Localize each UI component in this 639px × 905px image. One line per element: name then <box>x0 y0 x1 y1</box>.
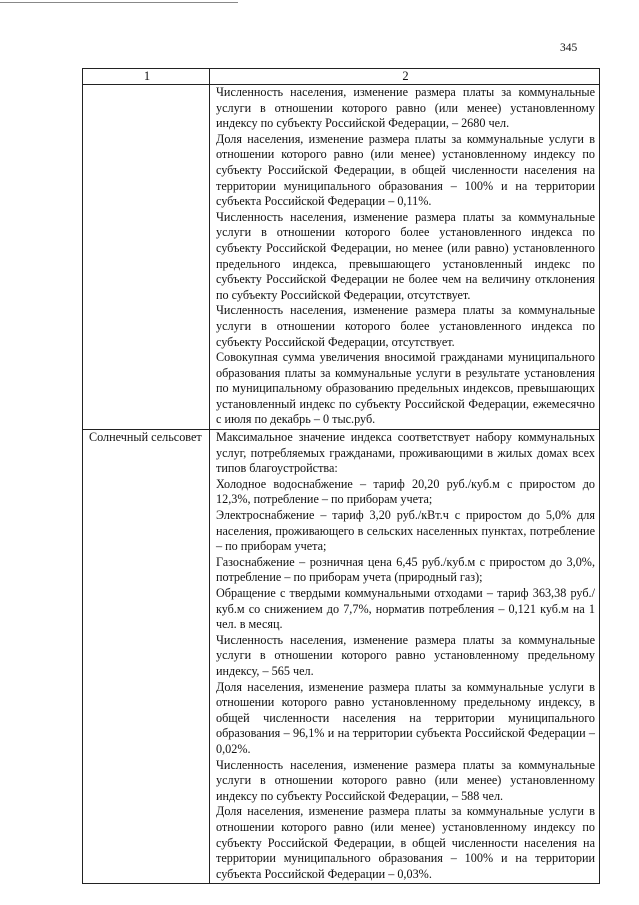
column-header-2: 2 <box>210 69 600 85</box>
paragraph: Численность населения, изменение размера платы за коммунальные услуги в отношении которого более установленного индекса по субъекту Российской Федерации, но менее (или равно) установленного предельного индекса, превышающего установленный индекс по субъекту Российской Федерации не более чем на величину отклонения по субъекту Российской Федерации, отсутствует. <box>216 209 595 302</box>
row-content <box>210 85 600 430</box>
paragraph: Численность населения, изменение размера платы за коммунальные услуги в отношении которого равно (или менее) установленному индексу по субъекту Российской Федерации, – 588 чел. <box>216 757 595 803</box>
paragraph: Доля населения, изменение размера платы за коммунальные услуги в отношении которого равно (или менее) установленному индексу по субъекту Российской Федерации, в общей численности населения на территории муниципального образования – 100% и на территории субъекта Российской Федерации – 0,03%. <box>216 804 595 881</box>
paragraph: Максимальное значение индекса соответствует набору коммунальных услуг, потребляемых гражданами, проживающими в жилых домах всех типов благоустройства: <box>216 430 595 476</box>
table-row <box>83 430 600 884</box>
paragraph: Численность населения, изменение размера платы за коммунальные услуги в отношении которого равно установленному предельному индексу, – 565 чел. <box>216 632 595 678</box>
paragraph: Численность населения, изменение размера платы за коммунальные услуги в отношении которого равно (или менее) установленному индексу по субъекту Российской Федерации, – 2680 чел. <box>216 85 595 131</box>
paragraph: Доля населения, изменение размера платы за коммунальные услуги в отношении которого равно (или менее) установленному индексу по субъекту Российской Федерации, в общей численности населения на территории муниципального образования – 100% и на территории субъекта Российской Федерации – 0,11%. <box>216 131 595 209</box>
paragraph: Газоснабжение – розничная цена 6,45 руб./куб.м с приростом до 3,0%, потребление – по приборам учета (природный газ); <box>216 554 595 585</box>
table-header-row <box>83 69 600 85</box>
row-label <box>83 85 210 430</box>
paragraph: Доля населения, изменение размера платы за коммунальные услуги в отношении которого равно установленному предельному индексу, в общей численности населения на территории муниципального образования – 96,1% и на территории субъекта Российской Федерации – 0,02%. <box>216 679 595 756</box>
table-row <box>83 85 600 430</box>
row-label: Солнечный сельсовет <box>83 430 210 884</box>
paragraph: Электроснабжение – тариф 3,20 руб./кВт.ч с приростом до 5,0% для населения, проживающего в сельских населенных пунктах, потребление – по приборам учета; <box>216 508 595 554</box>
paragraph: Совокупная сумма увеличения вносимой гражданами муниципального образования платы за коммунальные услуги в результате установления по муниципальному образованию предельных индексов, превышающих установленный индекс по субъекту Российской Федерации, ежемесячно с июля по декабрь – 0 тыс.руб. <box>216 350 595 427</box>
paragraph: Численность населения, изменение размера платы за коммунальные услуги в отношении которого более установленного индекса по субъекту Российской Федерации, отсутствует. <box>216 303 595 349</box>
column-header-1: 1 <box>83 69 210 85</box>
top-rule <box>0 2 238 3</box>
row-content <box>210 430 600 884</box>
document-table <box>82 68 600 884</box>
paragraph: Холодное водоснабжение – тариф 20,20 руб./куб.м с приростом до 12,3%, потребление – по приборам учета; <box>216 476 595 507</box>
page-number: 345 <box>560 42 578 54</box>
paragraph: Обращение с твердыми коммунальными отходами – тариф 363,38 руб./куб.м со снижением до 7,7%, норматив потребления – 0,121 куб.м на 1 чел. в месяц. <box>216 586 595 632</box>
